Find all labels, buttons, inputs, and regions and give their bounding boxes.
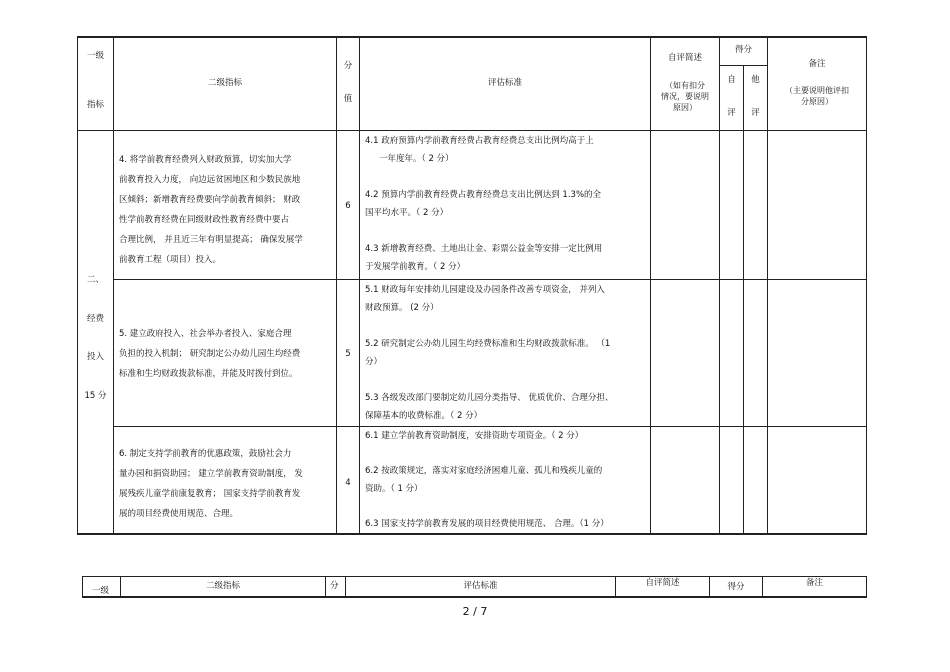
header-selfeval-note-2: 情况，要说明 [661,92,709,101]
next-header-points: 得分 [727,582,745,592]
header-score-line1: 分 [343,61,353,71]
row-indicator: 5. 建立政府投入、社会举办者投入、家庭合理 负担的投入机制； 研究制定公办幼儿园生均经费 标准和生均财政拨款标准，并能及时拨付到位。 [119,329,301,379]
header-level2: 二级指标 [207,78,242,88]
next-header-level1: 一级 [92,586,110,596]
row-indicator: 4. 将学前教育经费列入财政预算，切实加大学 前教育投入力度， 向边远贫困地区和少数民族地 区倾斜；新增教育经费要向学前教育倾斜； 财政 性学前教育经费在同级财政性教育经费中要占 合理比例， 并且近三年有明显提高； 确保发展学 前教育工程（项目）投入。 [119,155,303,265]
page-number: 2 / 7 [462,605,488,618]
next-header-level2: 二级指标 [205,581,240,591]
group-line-1: 二、 [86,275,104,285]
next-header-selfeval: 自评简述 [645,578,680,588]
next-header-remark: 备注 [805,578,823,588]
header-other-line2: 评 [751,108,760,118]
row-criteria: 6.1 建立学前教育资助制度，安排资助专项资金。（ 2 分） 6.2 按政策规定，落实对家庭经济困难儿童、孤儿和残疾儿童的 资助。（ 1 分） 6.3 国家支持学前教育发展的项目经费使用规范、 合理。（1 分） [365,431,609,529]
row-score: 5 [345,349,351,359]
header-selfeval-note-3: 原因） [673,103,697,112]
row-criteria: 5.1 财政每年安排幼儿园建设及办园条件改善专项资金， 并列入 财政预算。 (2 分） 5.2 研究制定公办幼儿园生均经费标准和生均财政拨款标准。 （1 分） 5.3 各级发改部门要制定幼儿园分类指导、 优质优价、合理分担、 保障基本的收费标准。（ 2 分） [365,285,614,421]
header-level1-line2: 指标 [86,100,104,110]
header-score-line2: 值 [343,94,353,104]
header-remark-note-1: （主要说明他评扣 [785,86,849,95]
next-header-criteria: 评估标准 [463,581,498,591]
header-selfeval-note-1: （如有扣分 [665,81,705,90]
header-selfeval: 自评简述 [667,53,702,63]
header-level1-line1: 一级 [86,51,104,61]
row-indicator: 6. 制定支持学前教育的优惠政策，鼓励社会力 量办园和捐资助园； 建立学前教育资助制度， 发 展残疾儿童学前康复教育； 国家支持学前教育发 展的项目经费使用规范、合理。 [119,449,303,519]
group-line-2: 经费 [86,314,104,324]
header-remark: 备注 [808,59,826,69]
group-line-3: 投入 [86,352,104,362]
row-criteria: 4.1 政府预算内学前教育经费占教育经费总支出比例均高于上 一年度年。（ 2 分） 4.2 预算内学前教育经费占教育经费总支出比例达到 1.3%的全 国平均水平。（ 2 分） 4.3 新增教育经费、土地出让金、彩票公益金等安排一定比例用 于发展学前教育。（ 2 分） [365,136,603,272]
header-remark-note-2: 分原因） [801,97,833,106]
header-score-title: 得分 [734,45,752,55]
row-score: 4 [345,478,351,488]
header-other-line1: 他 [751,75,760,85]
header-self-line1: 自 [727,75,736,85]
group-line-4: 15 分 [84,391,107,401]
header-self-line2: 评 [727,108,736,118]
header-criteria: 评估标准 [487,78,522,88]
next-header-score: 分 [330,581,339,591]
row-score: 6 [345,201,351,211]
